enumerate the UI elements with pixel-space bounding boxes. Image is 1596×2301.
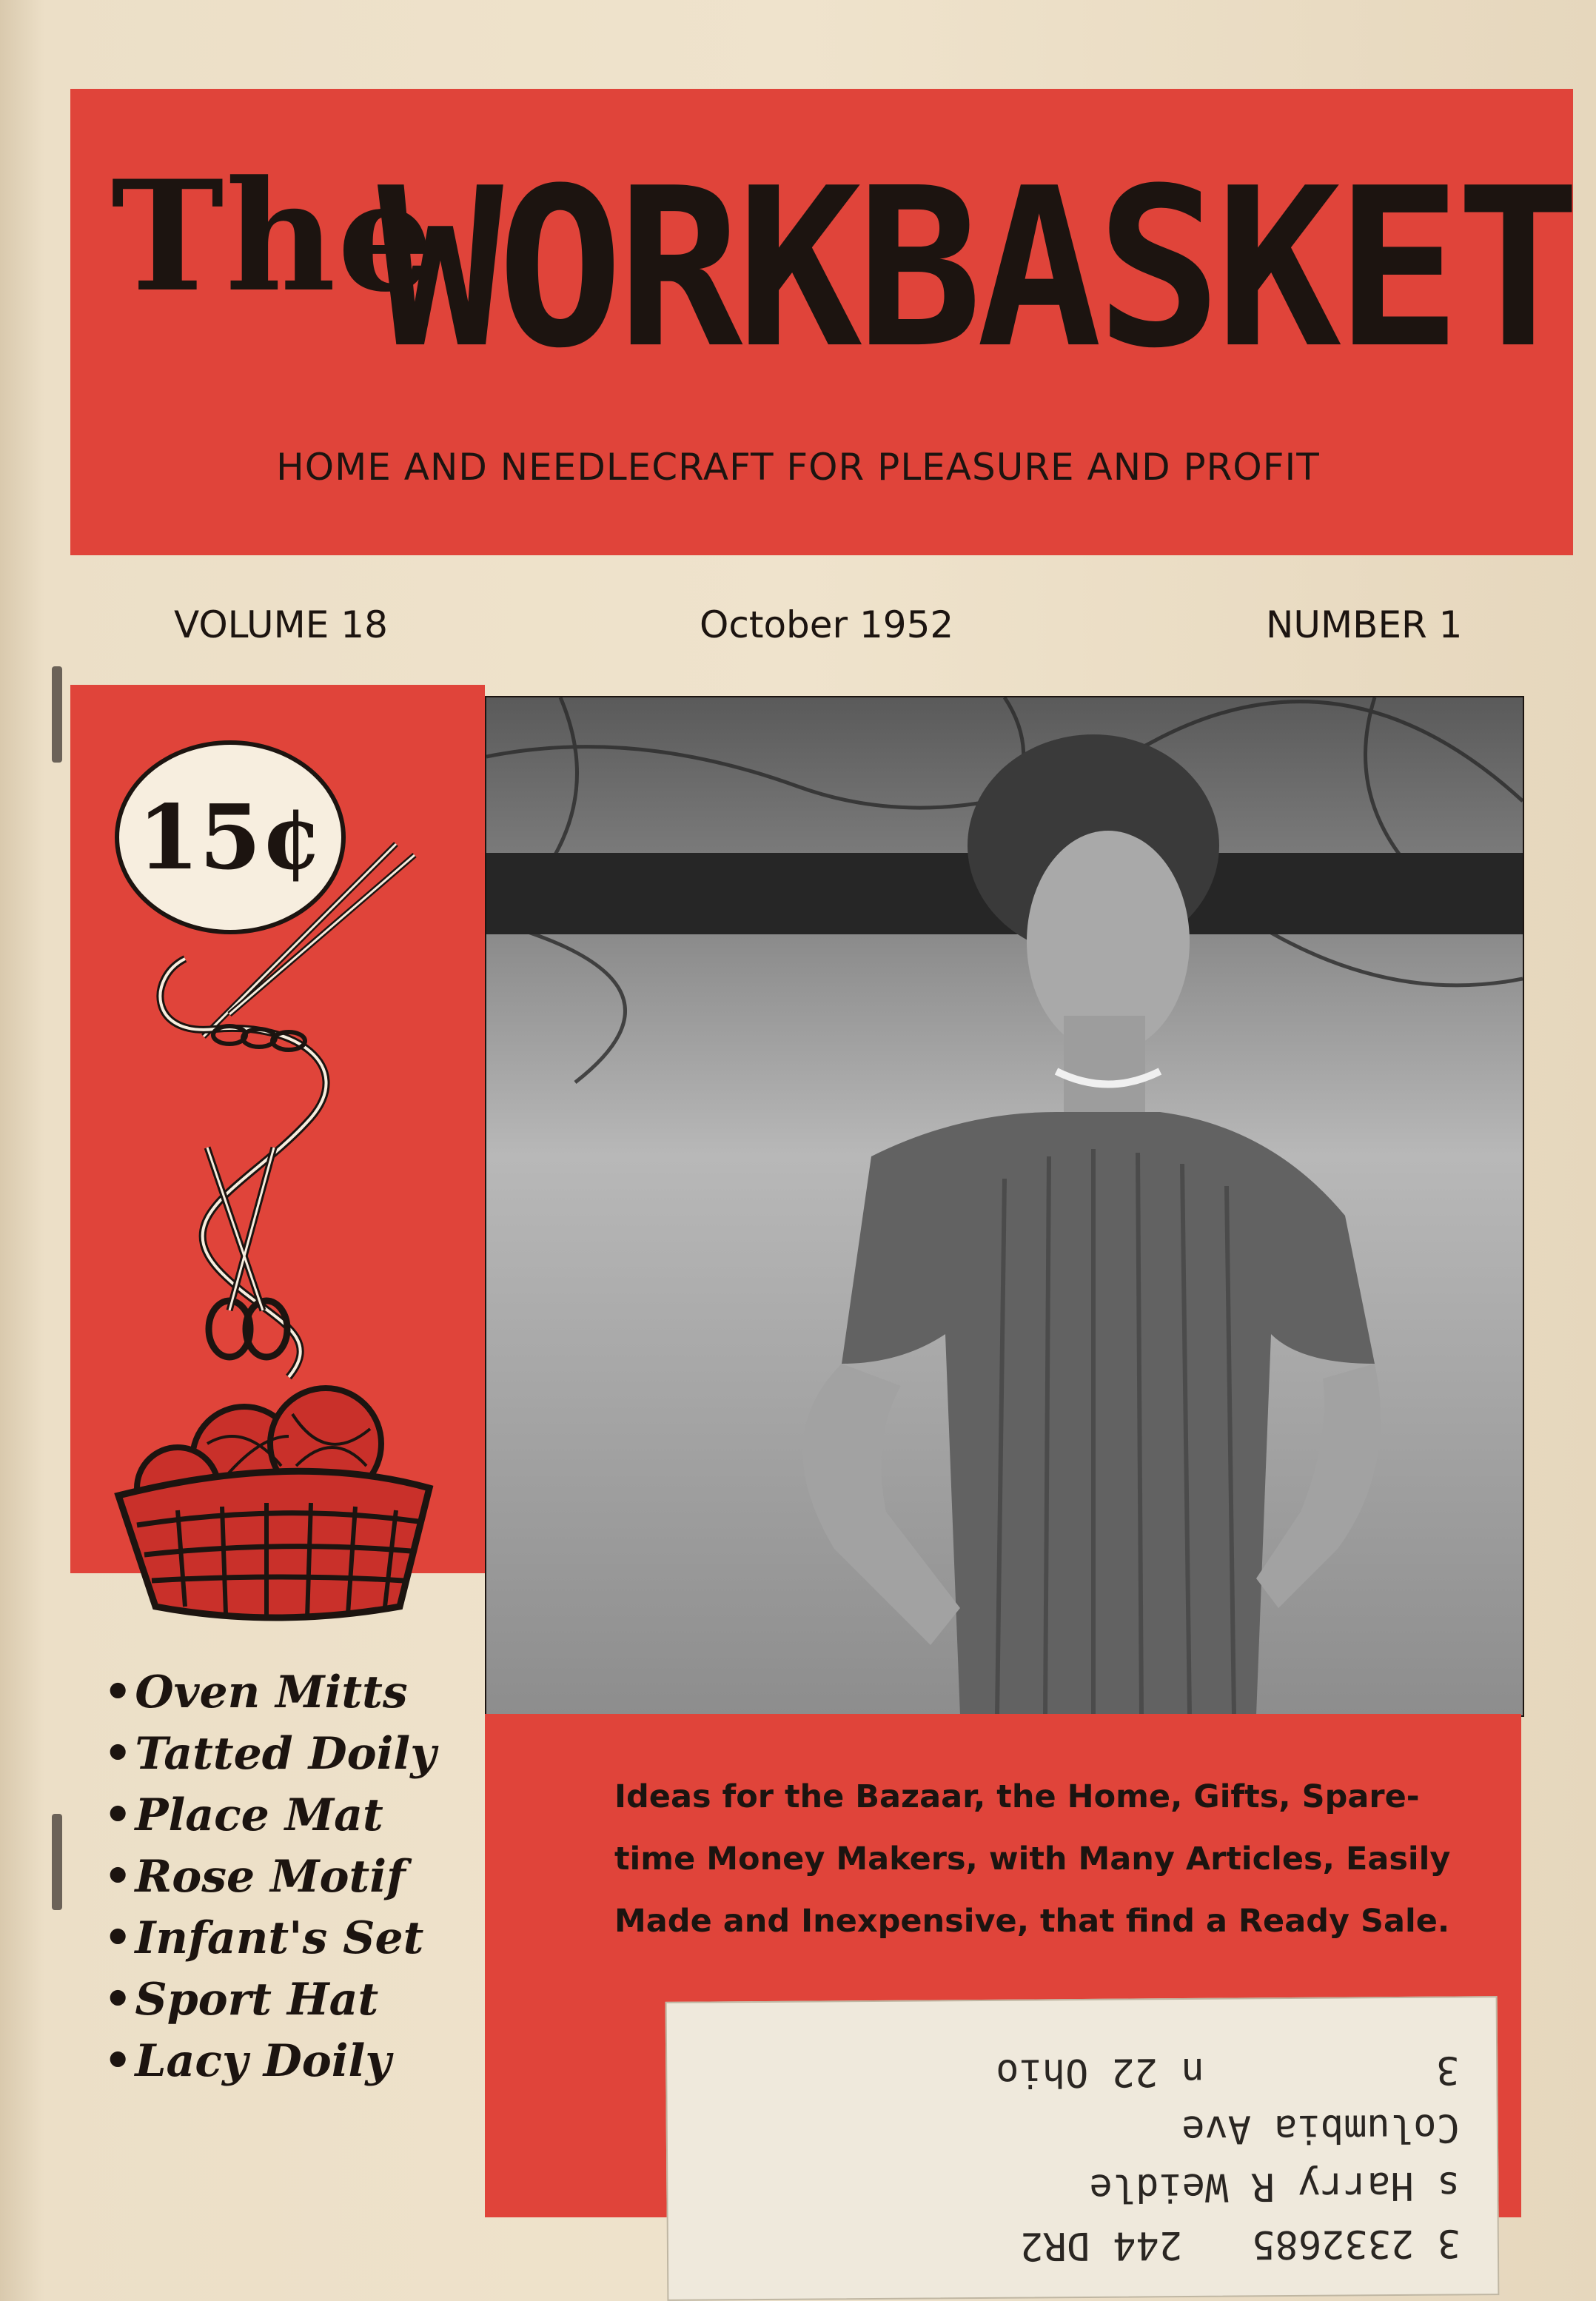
- address-label: [665, 1996, 1500, 2301]
- feature-item: • Tatted Doily: [104, 1724, 489, 1785]
- cover-photo: [485, 696, 1524, 1717]
- tagline: HOME AND NEEDLECRAFT FOR PLEASURE AND PROFIT: [276, 446, 1320, 489]
- staple: [52, 666, 62, 763]
- feature-list: [104, 1662, 489, 2092]
- title-prefix: The: [111, 148, 436, 326]
- feature-item: • Lacy Doily: [104, 2031, 489, 2092]
- magazine-title: WORKBASKET: [378, 141, 1575, 397]
- issue-number: NUMBER 1: [1266, 603, 1463, 646]
- address-line: 3 n 22 Ohio: [995, 2047, 1460, 2095]
- issue-date: October 1952: [700, 603, 954, 646]
- price-badge: 15¢: [115, 740, 346, 934]
- staple: [52, 1814, 62, 1910]
- address-label-text: [667, 1997, 1498, 2300]
- needlework-illustration: [104, 800, 489, 1629]
- feature-item: • Place Mat: [104, 1785, 489, 1846]
- volume-label: VOLUME 18: [174, 603, 388, 646]
- address-line: Columbia Ave: [1181, 2105, 1461, 2152]
- feature-item: • Oven Mitts: [104, 1662, 489, 1724]
- feature-item: • Infant's Set: [104, 1908, 489, 1969]
- address-line: 3 2332685 244 DR2: [1019, 2220, 1461, 2268]
- feature-item: • Rose Motif: [104, 1846, 489, 1908]
- cover-blurb: Ideas for the Bazaar, the Home, Gifts, Spare-time Money Makers, with Many Articles, Easily Made and Inexpensive, that find a Ready Sale.: [614, 1778, 1451, 1940]
- cover-photo-image: [486, 697, 1523, 1715]
- address-line: s Harry R Weidle: [1089, 2163, 1461, 2210]
- basket-icon: [118, 1471, 429, 1618]
- feature-item: • Sport Hat: [104, 1969, 489, 2031]
